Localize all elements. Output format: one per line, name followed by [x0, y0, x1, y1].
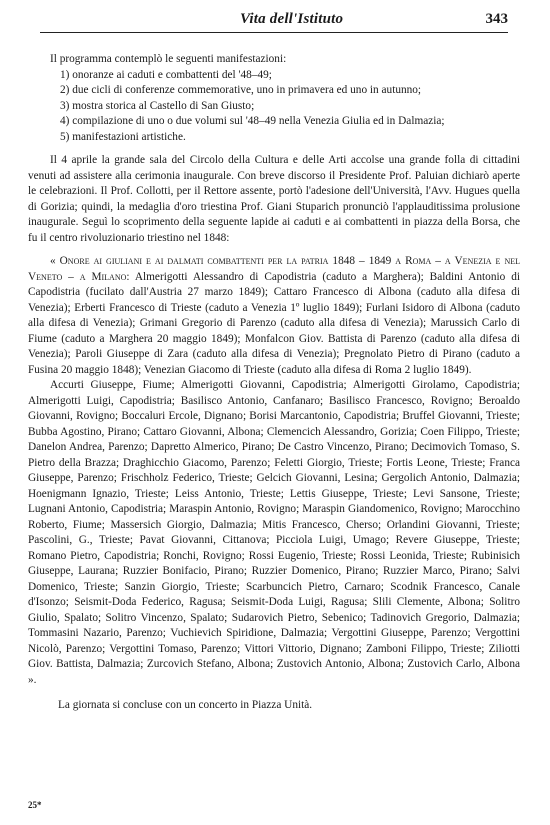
closing-sentence: La giornata si concluse con un concerto in Piazza Unità.	[58, 699, 313, 711]
document-body	[28, 52, 520, 714]
running-title: Vita dell'Istituto	[240, 11, 344, 27]
program-item: 5) manifestazioni artistiche.	[60, 130, 186, 143]
plaque-heading: « Onore ai giuliani e ai dalmati combattenti per la patria 1848 – 1849 a Roma – a Venezia e nel Veneto – a Milano:	[28, 255, 520, 283]
program-item: 2) due cicli di conferenze commemorative, uno in primavera ed uno in autunno;	[60, 84, 422, 96]
plaque-text	[28, 254, 520, 378]
running-header	[40, 10, 508, 33]
page-number: 343	[485, 11, 508, 27]
ceremony-paragraph: Il 4 aprile la grande sala del Circolo della Cultura e delle Arti accolse una grande folla di cittadini venuti ad assistere alla cerimonia inaugurale. Con breve discorso il Presidente Prof. Paluian dichiarò aperte le celebrazioni. Il Prof. Collotti, per il Rettore assente, portò l'adesione dell'Università, l'Avv. Hugues quella di Gorizia; quindi, la medaglia d'oro triestina Prof. Giani Stuparich pronunciò l'applauditissima prolusione inaugurale. Seguì lo scoprimento della seguente lapide ai caduti e ai combattenti in piazza della Borsa, che fu il centro rivoluzionario triestino nel 1848:	[28, 154, 520, 244]
program-item: 4) compilazione di uno o due volumi sul '48–49 nella Venezia Giulia ed in Dalmazia;	[60, 115, 445, 127]
signature-mark: 25*	[28, 800, 42, 810]
plaque-veterans: Accurti Giuseppe, Fiume; Almerigotti Giovanni, Capodistria; Almerigotti Girolamo, Capodistria; Almerigotti Luigi, Capodistria; Basilisco Antonio, Canfanaro; Basilisco Francesco, Rovigno; Beroaldo Giovanni, Rovigno; Boccaluri Ercole, Dignano; Borisi Marcantonio, Capodistria; Bruffel Giovanni, Trieste; Bubba Agostino, Pirano; Cattaro Giovanni, Albona; Clemencich Alessandro, Gorizia; Coen Filippo, Trieste; Danelon Andrea, Parenzo; Dapretto Almerico, Pirano; De Castro Vincenzo, Pirano; Decimovich Tomaso, S. Pietro della Brazza; Draghicchio Giacomo, Parenzo; Feletti Giorgio, Trieste; Fortis Leone, Trieste; Franca Giuseppe, Parenzo; Frischholz Federico, Trieste; Gelcich Giovanni, Lesina; Gergolich Antonio, Dalmazia; Hoenigmann Ignazio, Trieste; Leiss Antonio, Trieste; Lettis Giuseppe, Trieste; Levi Sansone, Trieste; Lugnani Antonio, Capodistria; Maraspin Antonio, Rovigno; Maraspin Giandomenico, Rovigno; Marocchino Roberto, Fiume; Massersich Giorgio, Dalmazia; Mitis Francesco, Cherso; Orlandini Giovanni, Trieste; Pascolini, G., Trieste; Pavat Giovanni, Cittanova; Picciola Luigi, Umago; Revere Giuseppe, Trieste; Romano Pietro, Capodistria; Ronchi, Rovigno; Rossi Eugenio, Trieste; Rossi Leonida, Trieste; Rubinisich Giuseppe, Laurana; Ruzzier Bonifacio, Pirano; Ruzzier Domenico, Pirano; Ruzzier Marco, Pirano; Salvi Domenico, Trieste; Sanzin Giorgio, Trieste; Scarbuncich Pietro, Carnaro; Scodnik Francesco, Canale d'Isonzo; Seismit-Doda Federico, Ragusa; Seismit-Doda Luigi, Ragusa; Slili Clemente, Albona; Solitro Giulio, Spalato; Solitro Vincenzo, Spalato; Sudarovich Pietro, Sebenico; Tadinovich Gregorio, Dalmazia; Tommasini Nazario, Parenzo; Vuchievich Spiridione, Dalmazia; Vergottini Giuseppe, Parenzo; Vergottini Nicolò, Parenzo; Vergottini Tomaso, Parenzo; Vittori Vittorio, Dignano; Zamboni Filippo, Trieste; Ziliotti Giov. Battista, Dalmazia; Zurcovich Stefano, Albona; Zustovich Antonio, Albona; Zustovich Carlo, Albona ».	[28, 379, 520, 686]
program-intro: Il programma contemplò le seguenti manifestazioni:	[50, 53, 287, 65]
program-item: 1) onoranze ai caduti e combattenti del '48–49;	[60, 68, 272, 81]
plaque-fallen: Almerigotti Alessandro di Capodistria (caduto a Marghera); Baldini Antonio di Capodistria (fucilato dall'Austria 27 marzo 1849); Cattaro Francesco di Albona (caduto alla difesa di Venezia); Erberti Francesco di Trieste (caduto a Venezia 1º luglio 1849); Furlani Isidoro di Albona (caduto alla difesa di Venezia); Grimani Gregorio di Parenzo (caduto alla difesa di Venezia); Marussich Carlo di Fiume (caduto a Marghera 20 maggio 1849); Monfalcon Giov. Battista di Parenzo (caduto alla difesa di Venezia); Paroli Giuseppe di Zara (caduto alla difesa di Venezia); Pregnolato Pietro di Pirano (caduto a Fusina 20 maggio 1848); Venezian Giacomo di Trieste (caduto alla difesa di Roma 2 luglio 1849).	[28, 270, 520, 376]
program-list	[28, 68, 520, 146]
program-item: 3) mostra storica al Castello di San Giusto;	[60, 99, 255, 112]
